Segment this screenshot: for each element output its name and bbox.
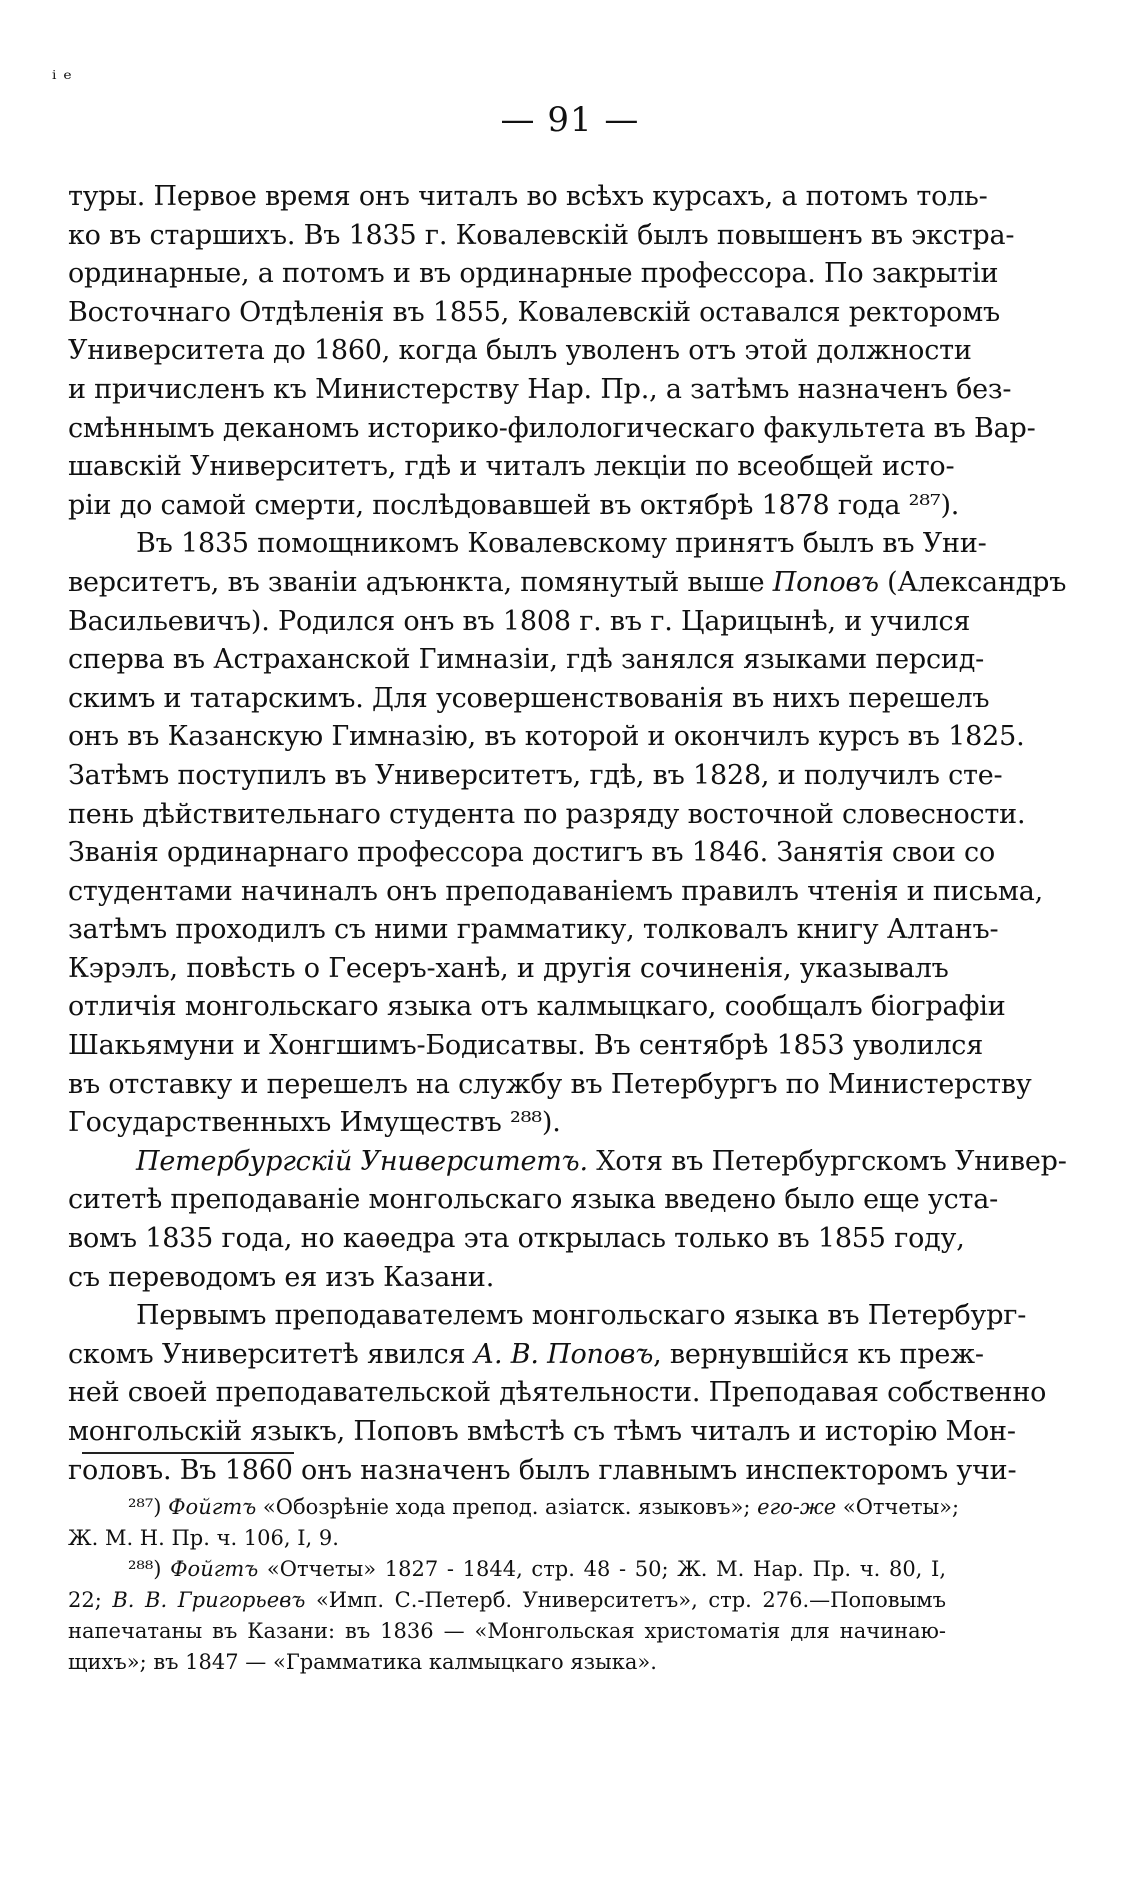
text-segment: (Александръ xyxy=(878,566,1067,598)
footnote-line: напечатаны въ Казани: въ 1836 — «Монгольская христоматія для начинаю- xyxy=(68,1619,946,1643)
text-segment: «Отчеты» 1827 - 1844, стр. 48 - 50; Ж. М. Нар. Пр. ч. 80, I, xyxy=(258,1557,946,1581)
text-line: вомъ 1835 года, но каѳедра эта открылась только въ 1855 году, xyxy=(68,1223,965,1255)
footnote-line xyxy=(68,1554,946,1585)
text-line: съ переводомъ ея изъ Казани. xyxy=(68,1261,495,1293)
italic-word: его-же xyxy=(757,1495,837,1519)
text-line: скимъ и татарскимъ. Для усовершенствованія въ нихъ перешелъ xyxy=(68,682,990,714)
corner-mark: ᵢ ₑ xyxy=(52,60,72,85)
text-line xyxy=(68,1143,1067,1182)
text-line: Васильевичъ). Родился онъ въ 1808 г. въ г. Царицынѣ, и учился xyxy=(68,605,971,637)
text-line: Первымъ преподавателемъ монгольскаго языка въ Петербург- xyxy=(136,1300,1027,1332)
text-line: Затѣмъ поступилъ въ Университетъ, гдѣ, въ 1828, и получилъ сте- xyxy=(68,759,1003,791)
italic-name: А. В. Поповъ xyxy=(473,1338,654,1370)
text-line: шавскій Университетъ, гдѣ и читалъ лекціи по всеобщей исто- xyxy=(68,451,955,483)
text-line: Шакьямуни и Хонгшимъ-Бодисатвы. Въ сентябрѣ 1853 уволился xyxy=(68,1030,984,1062)
text-line: Званія ординарнаго профессора достигъ въ 1846. Занятія свои со xyxy=(68,837,996,869)
text-line: Въ 1835 помощникомъ Ковалевскому принятъ былъ въ Уни- xyxy=(136,528,987,560)
text-line: Кэрэлъ, повѣсть о Гесеръ-ханѣ, и другія сочиненія, указывалъ xyxy=(68,952,949,984)
text-line: Университета до 1860, когда былъ уволенъ отъ этой должности xyxy=(68,335,972,367)
text-line: Восточнаго Отдѣленія въ 1855, Ковалевскій оставался ректоромъ xyxy=(68,296,1000,328)
author-name: В. В. Григорьевъ xyxy=(112,1588,306,1612)
text-line: и причисленъ къ Министерству Нар. Пр., а затѣмъ назначенъ без- xyxy=(68,373,1012,405)
author-name: Фойгтъ xyxy=(168,1495,257,1519)
footnote-line: Ж. М. Н. Пр. ч. 106, I, 9. xyxy=(68,1526,339,1550)
author-name: Фойгтъ xyxy=(170,1557,259,1581)
footnote-line: щихъ»; въ 1847 — «Грамматика калмыцкаго языка». xyxy=(68,1650,657,1674)
text-segment: Хотя въ Петербургскомъ Универ- xyxy=(587,1145,1067,1177)
text-line: пень дѣйствительнаго студента по разряду восточной словесности. xyxy=(68,798,1026,830)
text-segment: верситетъ, въ званіи адъюнкта, помянутый выше xyxy=(68,566,773,598)
text-line: сперва въ Астраханской Гимназіи, гдѣ занялся языками персид- xyxy=(68,644,985,676)
page-number: — 91 — xyxy=(500,100,640,140)
text-line: монгольскій языкъ, Поповъ вмѣстѣ съ тѣмъ читалъ и исторію Мон- xyxy=(68,1416,1016,1447)
text-line: студентами начиналъ онъ преподаваніемъ правилъ чтенія и письма, xyxy=(68,875,1043,907)
text-segment: «Обозрѣніе хода препод. азіатск. языковъ»; xyxy=(256,1495,758,1519)
text-line: ко въ старшихъ. Въ 1835 г. Ковалевскій былъ повышенъ въ экстра- xyxy=(68,219,1015,251)
text-line: Государственныхъ Имуществъ ²⁸⁸). xyxy=(68,1107,561,1139)
text-line: смѣннымъ деканомъ историко-филологическаго факультета въ Вар- xyxy=(68,412,1036,444)
text-line: ней своей преподавательской дѣятельности. Преподавая собственно xyxy=(68,1377,1047,1409)
footnote-divider xyxy=(82,1452,294,1454)
footnote-line xyxy=(68,1492,960,1523)
text-line: туры. Первое время онъ читалъ во всѣхъ курсахъ, а потомъ толь- xyxy=(68,181,988,212)
text-line xyxy=(68,1336,984,1375)
text-line: головъ. Въ 1860 онъ назначенъ былъ главнымъ инспекторомъ учи- xyxy=(68,1454,1017,1486)
footnote-marker: ²⁸⁷) xyxy=(128,1495,169,1519)
main-text xyxy=(68,178,1067,1490)
text-segment: «Отчеты»; xyxy=(836,1495,960,1519)
footnotes xyxy=(68,1492,960,1678)
italic-name: Поповъ xyxy=(772,566,879,598)
text-line xyxy=(68,564,1067,603)
text-segment: , вернувшійся къ преж- xyxy=(653,1338,984,1370)
text-segment: «Имп. С.-Петерб. Университетъ», стр. 276.—Поповымъ xyxy=(305,1588,946,1612)
text-segment: 22; xyxy=(68,1588,113,1612)
text-line: ординарные, а потомъ и въ ординарные профессора. По закрытіи xyxy=(68,258,999,290)
text-line: затѣмъ проходилъ съ ними грамматику, толковалъ книгу Алтанъ- xyxy=(68,914,999,946)
text-line: отличія монгольскаго языка отъ калмыцкаго, сообщалъ біографіи xyxy=(68,991,1006,1023)
text-line: въ отставку и перешелъ на службу въ Петербургъ по Министерству xyxy=(68,1068,1032,1100)
text-line: онъ въ Казанскую Гимназію, въ которой и окончилъ курсъ въ 1825. xyxy=(68,721,1025,753)
text-line: ріи до самой смерти, послѣдовавшей въ октябрѣ 1878 года ²⁸⁷). xyxy=(68,489,960,521)
footnote-marker: ²⁸⁸) xyxy=(128,1557,171,1581)
footnote-line xyxy=(68,1585,946,1616)
text-line: ситетѣ преподаваніе монгольскаго языка введено было еще уста- xyxy=(68,1184,999,1216)
text-segment: скомъ Университетѣ явился xyxy=(68,1338,474,1370)
italic-heading: Петербургскій Университетъ. xyxy=(136,1145,588,1177)
